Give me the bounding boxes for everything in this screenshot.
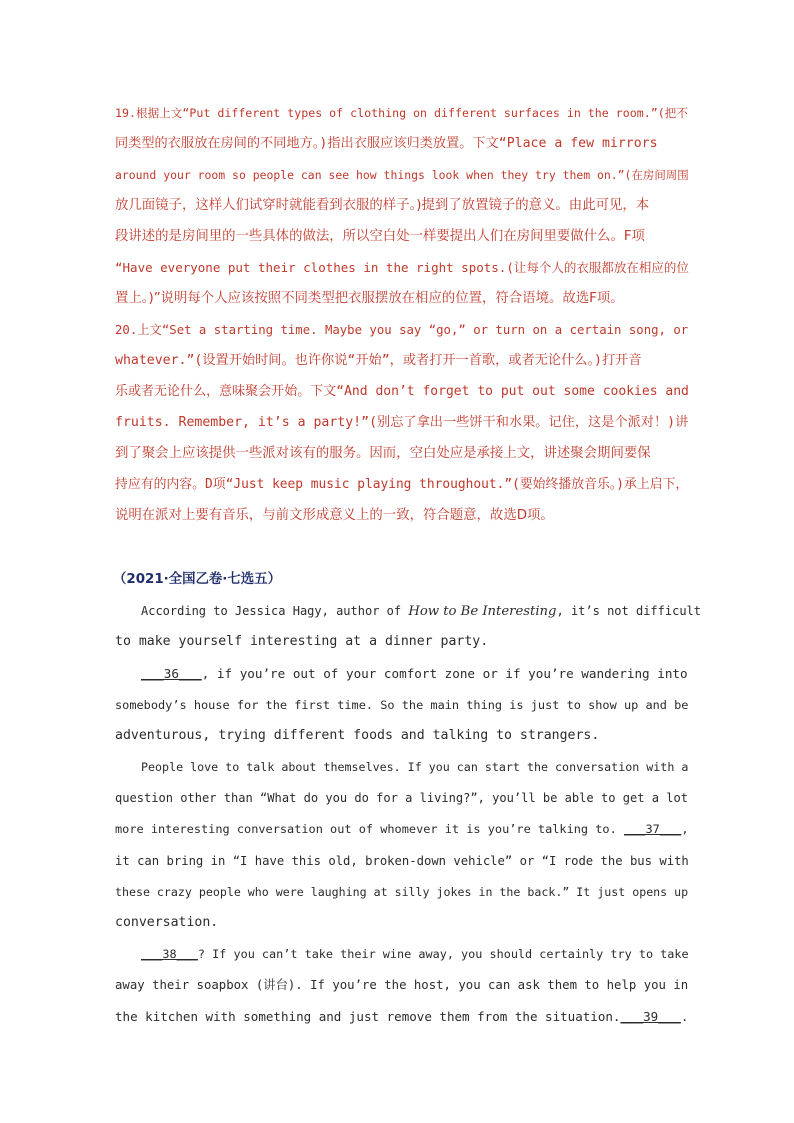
explanation-20-line-2: whatever.”(设置开始时间。也许你说“开始”，或者打开一首歌，或者无论什么。)打开音 [115,353,642,368]
passage-p1-line-1 [141,603,701,620]
passage-p2-line-1 [141,666,688,682]
passage-p3-line-4: it can bring in “I have this old, broken-down vehicle” or “I rode the bus with [115,854,689,868]
section-heading: （2021·全国乙卷·七选五） [113,572,281,587]
book-title: How to Be Interesting [408,604,557,619]
explanation-20-line-4: fruits. Remember, it’s a party!”(别忘了拿出一些饼干和水果。记住，这是个派对！)讲 [115,415,689,430]
passage-p3-line-1: People love to talk about themselves. If you can start the conversation with a [141,760,689,774]
passage-p2-line-3: adventurous, trying different foods and talking to strangers. [115,728,600,743]
explanation-19-line-5: 段讲述的是房间里的一些具体的做法，所以空白处一样要提出人们在房间里要做什么。F项 [115,229,645,244]
passage-text: , it’s not difficult [556,604,701,618]
passage-p3-line-5: these crazy people who were laughing at silly jokes in the back.” It just opens up [115,885,689,899]
passage-text: more interesting conversation out of whomever it is you’re talking to. [115,822,624,836]
passage-p4-line-3 [115,1009,688,1025]
explanation-20-line-3: 乐或者无论什么，意味聚会开始。下文“And don’t forget to put out some cookies and [115,384,689,399]
passage-p3-line-3 [115,821,688,837]
passage-text: ? If you can’t take their wine away, you should certainly try to take [197,947,689,961]
passage-p3-line-2: question other than “What do you do for a living?”, you’ll be able to get a lot [115,791,688,805]
explanation-20-line-5: 到了聚会上应该提供一些派对该有的服务。因而，空白处应是承接上文，讲述聚会期间要保 [115,446,651,461]
blank-37[interactable]: ___37___ [623,822,682,836]
explanation-20-line-1: 20.上文“Set a starting time. Maybe you say “go,” or turn on a certain song, or [115,323,689,337]
explanation-20-line-6: 持应有的内容。D项“Just keep music playing throughout.”(要始终播放音乐。)承上启下， [115,477,689,492]
passage-p2-line-2: somebody’s house for the first time. So the main thing is just to show up and be [115,698,689,712]
explanation-19-line-1: 19.根据上文“Put different types of clothing on different surfaces in the room.”(把不 [115,106,688,120]
passage-text: , if you’re out of your comfort zone or if you’re wandering into [201,666,688,681]
explanation-20-line-7: 说明在派对上要有音乐，与前文形成意义上的一致，符合题意，故选D项。 [115,508,554,523]
blank-38[interactable]: ___38___ [141,947,198,961]
explanation-19-line-2: 同类型的衣服放在房间的不同地方。)指出衣服应该归类放置。下文“Place a few mirrors [115,136,658,151]
passage-text: According to Jessica Hagy, author of [141,604,409,618]
passage-p1-line-2: to make yourself interesting at a dinner party. [115,634,489,649]
explanation-19-line-6: “Have everyone put their clothes in the right spots.(让每个人的衣服都放在相应的位 [115,260,689,275]
explanation-19-line-7: 置上。)”说明每个人应该按照不同类型把衣服摆放在相应的位置，符合语境。故选F项。 [115,291,624,306]
passage-p3-line-6: conversation. [115,915,219,930]
passage-text: the kitchen with something and just remove them from the situation. [115,1009,621,1024]
passage-text: , [681,822,689,836]
blank-36[interactable]: ___36___ [141,666,202,681]
explanation-19-line-4: 放几面镜子，这样人们试穿时就能看到衣服的样子。)提到了放置镜子的意义。由此可见，本 [115,198,650,213]
passage-p4-line-1 [141,946,689,962]
explanation-19-line-3: around your room so people can see how things look when they try them on.”(在房间周围 [115,168,689,182]
passage-text: . [680,1009,689,1024]
passage-p4-line-2: away their soapbox (讲台). If you’re the host, you can ask them to help you in [115,978,689,992]
blank-39[interactable]: ___39___ [620,1009,681,1024]
